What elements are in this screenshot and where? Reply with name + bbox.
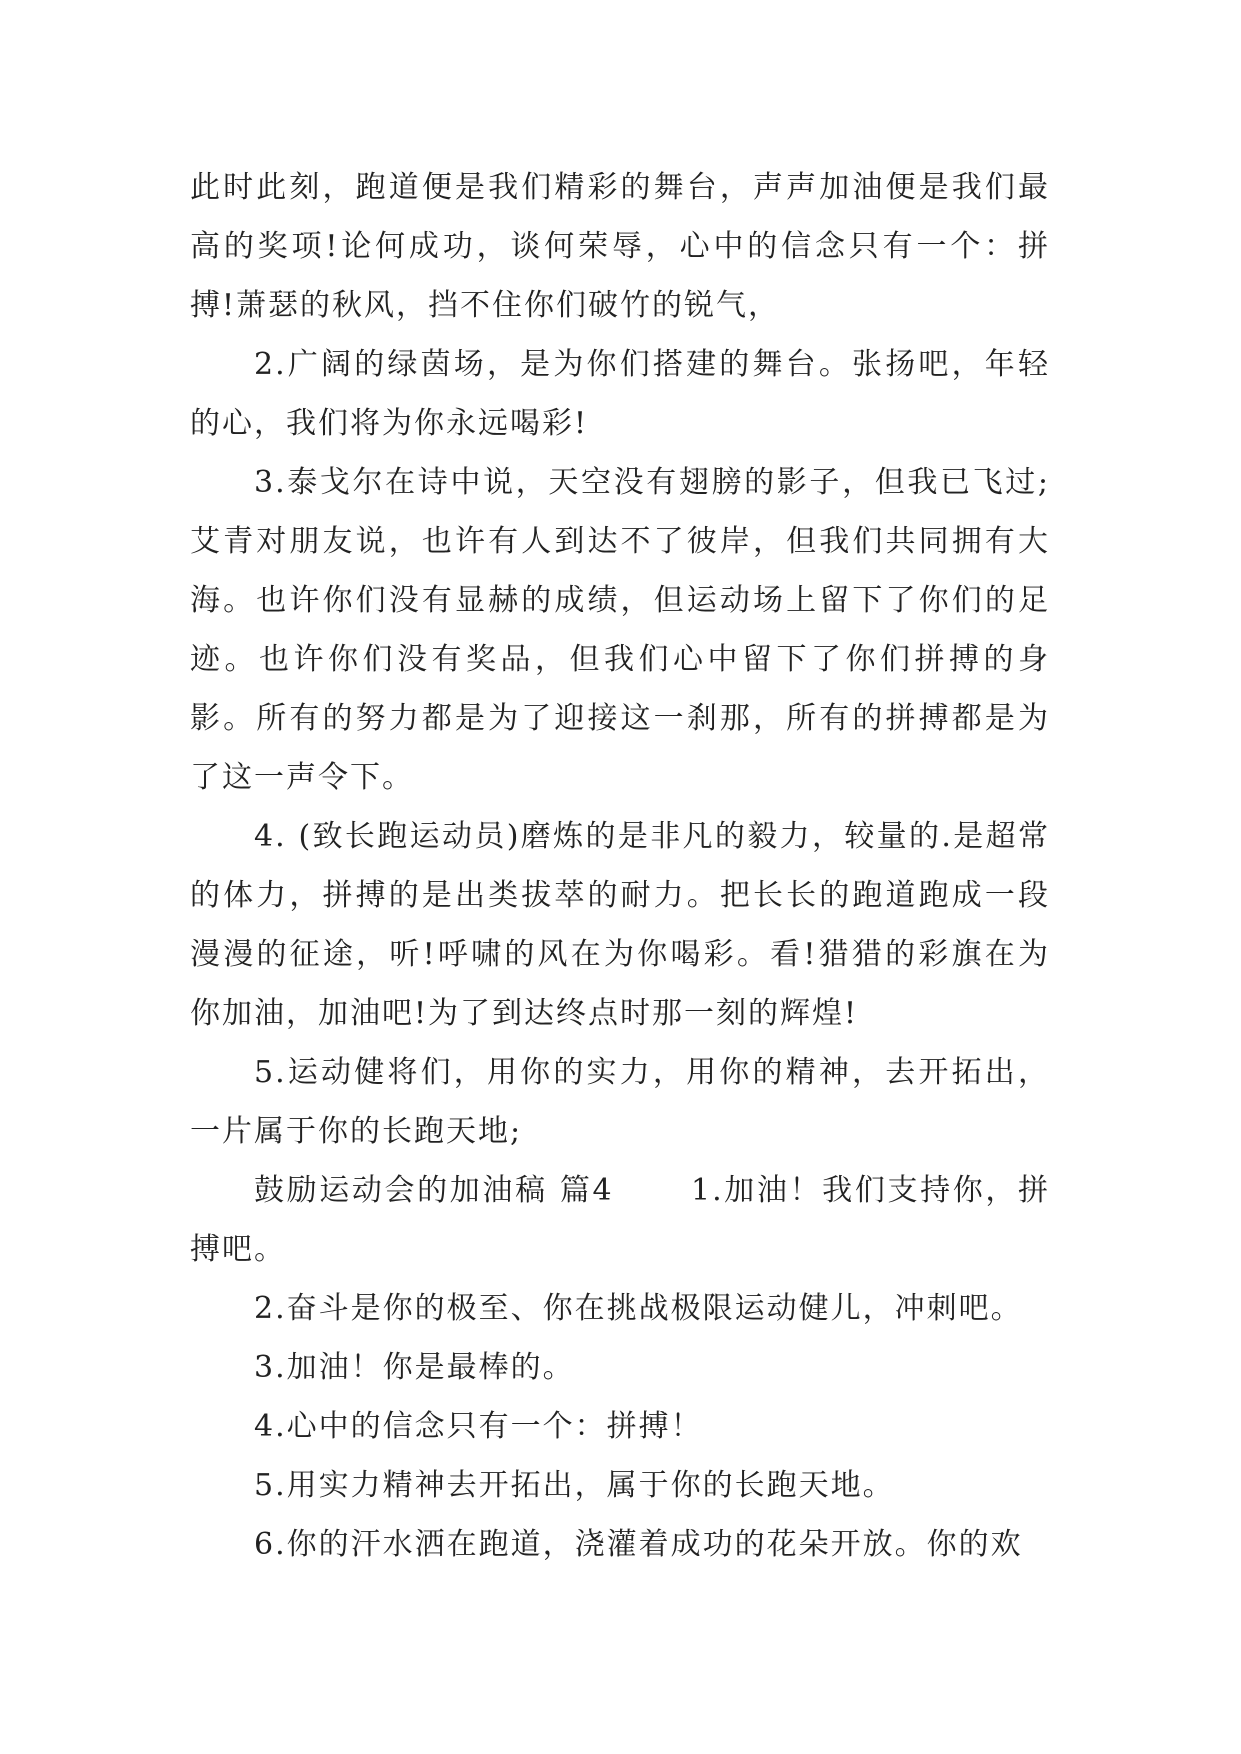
paragraph-11: 6.你的汗水洒在跑道，浇灌着成功的花朵开放。你的欢 bbox=[254, 1527, 1023, 1562]
paragraph-10: 5.用实力精神去开拓出，属于你的长跑天地。 bbox=[254, 1468, 895, 1503]
paragraph-7: 2.奋斗是你的极至、你在挑战极限运动健儿，冲刺吧。 bbox=[254, 1291, 1023, 1326]
paragraph-2: 2.广阔的绿茵场，是为你们搭建的舞台。张扬吧，年轻的心，我们将为你永远喝彩! bbox=[190, 347, 1050, 441]
paragraph-4: 4. (致长跑运动员)磨炼的是非凡的毅力，较量的.是超常的体力，拼搏的是出类拔萃的耐力。把长长的跑道跑成一段漫漫的征途，听!呼啸的风在为你喝彩。看!猎猎的彩旗在为你加油，加油吧!为了到达终点时那一刻的辉煌! bbox=[190, 819, 1050, 1031]
document-body bbox=[190, 158, 1050, 1574]
paragraph-9: 4.心中的信念只有一个：拼搏！ bbox=[254, 1409, 703, 1444]
paragraph-5: 5.运动健将们，用你的实力，用你的精神，去开拓出，一片属于你的长跑天地; bbox=[190, 1055, 1050, 1149]
paragraph-8: 3.加油！你是最棒的。 bbox=[254, 1350, 575, 1385]
paragraph-3: 3.泰戈尔在诗中说，天空没有翅膀的影子，但我已飞过;艾青对朋友说，也许有人到达不了彼岸，但我们共同拥有大海。也许你们没有显赫的成绩，但运动场上留下了你们的足迹。也许你们没有奖品，但我们心中留下了你们拼搏的身影。所有的努力都是为了迎接这一刹那，所有的拼搏都是为了这一声令下。 bbox=[190, 465, 1050, 795]
paragraph-6: 鼓励运动会的加油稿 篇4 1.加油！我们支持你，拼搏吧。 bbox=[190, 1173, 1050, 1267]
paragraph-1: 此时此刻，跑道便是我们精彩的舞台，声声加油便是我们最高的奖项!论何成功，谈何荣辱，心中的信念只有一个：拼搏!萧瑟的秋风，挡不住你们破竹的锐气， bbox=[190, 170, 1050, 323]
